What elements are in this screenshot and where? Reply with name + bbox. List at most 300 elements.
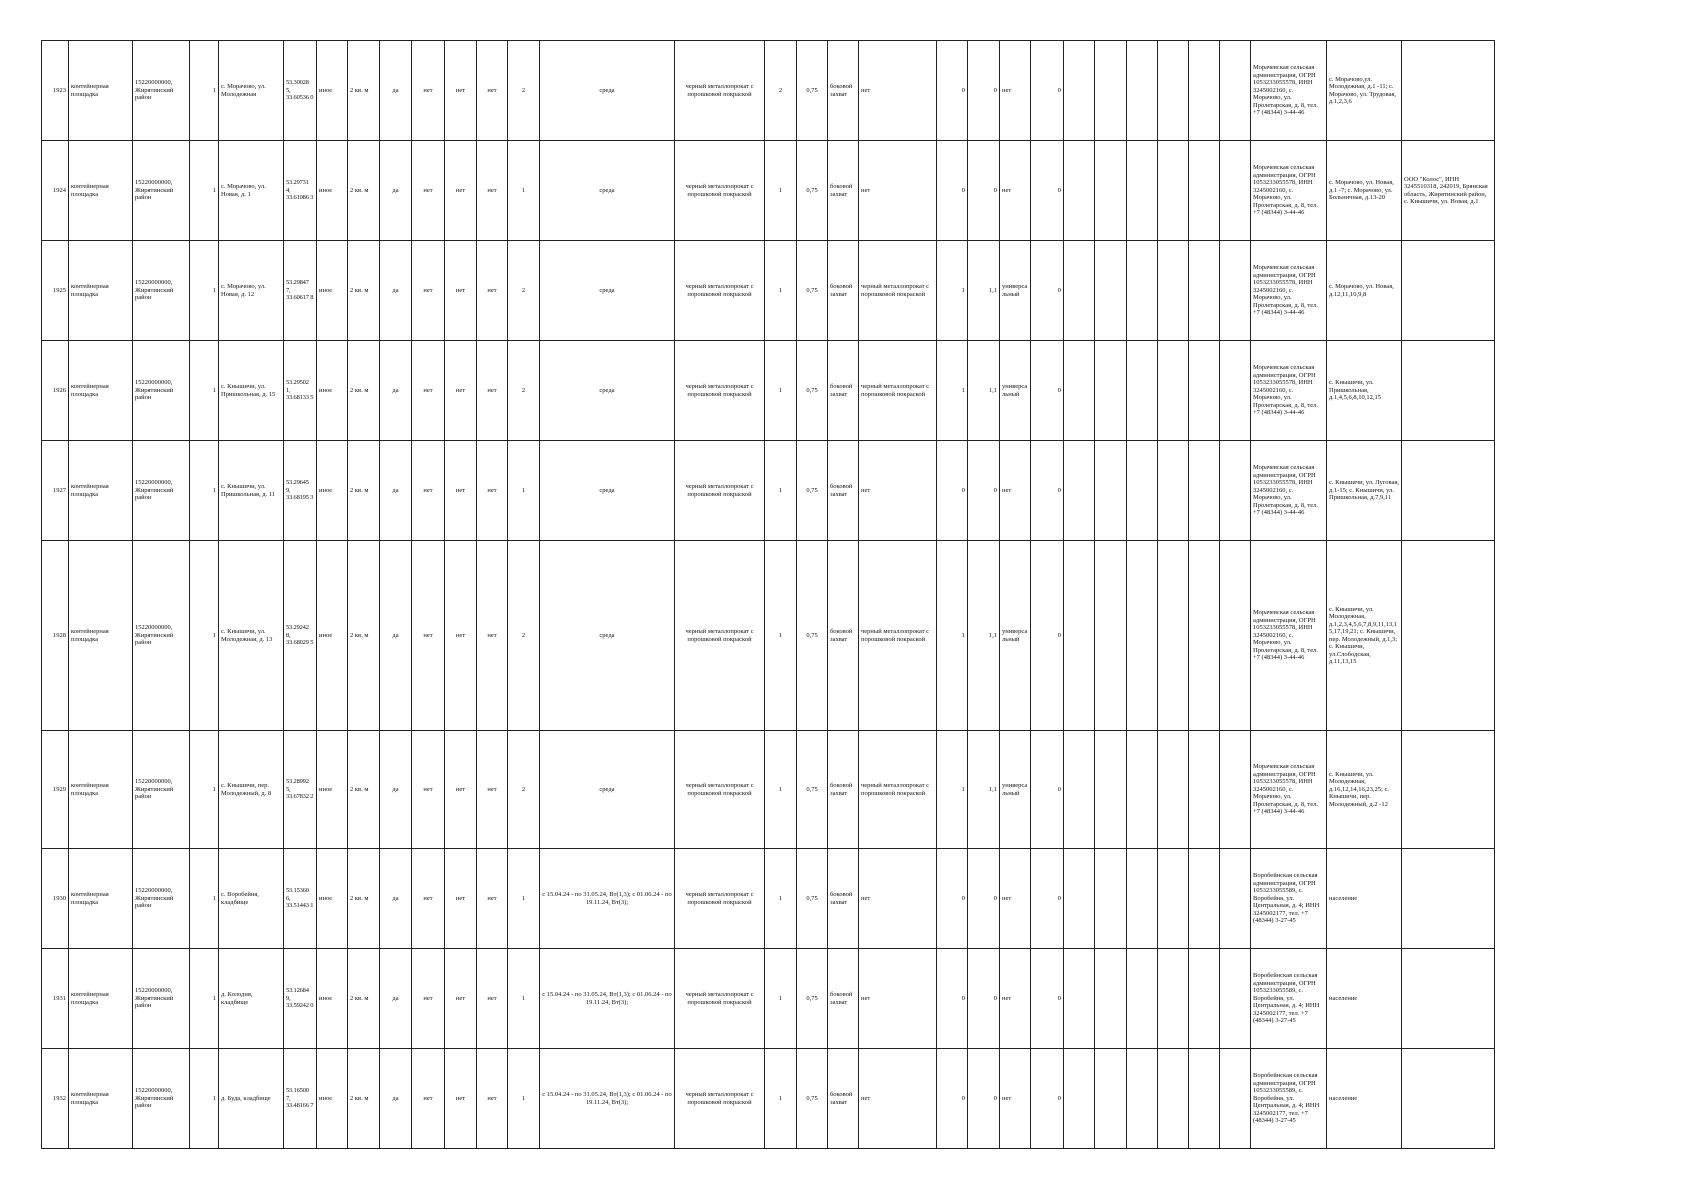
- quantity-cell: 1: [190, 241, 219, 341]
- bunker-material-cell: нет: [859, 949, 937, 1049]
- oktmo-cell: 15220000000, Жирятинский район: [133, 849, 190, 949]
- bunker-type-cell: нет: [1000, 441, 1031, 541]
- organization-cell: [1402, 441, 1495, 541]
- empty-cell: [1127, 949, 1158, 1049]
- owner-cell: Воробейнская сельская администрация, ОГРН 1053233055589, с. Воробейня, ул. Центральная, д. 4; ИНН 3245002177, тел. +7 (48344) 3-27-45: [1251, 949, 1327, 1049]
- attr-cell: нет: [412, 41, 445, 141]
- empty-cell: [1189, 1049, 1220, 1149]
- owner-cell: Морачевская сельская администрация, ОГРН 1053233055578, ИНН 3245002160, с. Морачово, ул. Пролетарская, д. 8, тел. +7 (48344) 3-44-46: [1251, 541, 1327, 731]
- table-row: [42, 341, 1495, 441]
- site-type-cell: контейнерная площадка: [69, 849, 133, 949]
- row-number-cell: 1923: [42, 41, 69, 141]
- coordinates-cell: 53.12684 9, 33.59242 0: [284, 949, 317, 1049]
- empty-cell: [1127, 341, 1158, 441]
- empty-cell: [1095, 341, 1127, 441]
- fence-cell: да: [380, 241, 412, 341]
- site-type-cell: контейнерная площадка: [69, 141, 133, 241]
- fence-cell: да: [380, 441, 412, 541]
- coordinates-cell: 53.29731 4, 33.61086 3: [284, 141, 317, 241]
- area-cell: 2 кв. м: [348, 441, 380, 541]
- empty-cell: [1095, 441, 1127, 541]
- bunker-count-cell: 0: [937, 141, 968, 241]
- surface-cell: иное: [317, 141, 348, 241]
- empty-cell: [1220, 141, 1251, 241]
- address-cell: с. Кнышичи, ул. Пришкольная, д. 11: [219, 441, 284, 541]
- container-volume-cell: 0,75: [797, 441, 828, 541]
- bunker-count-cell: 0: [937, 441, 968, 541]
- bunker-material-cell: нет: [859, 849, 937, 949]
- bunker-type-cell: универсальный: [1000, 241, 1031, 341]
- empty-cell: [1220, 41, 1251, 141]
- empty-cell: [1189, 541, 1220, 731]
- empty-cell: [1158, 541, 1189, 731]
- table-row: [42, 141, 1495, 241]
- site-type-cell: контейнерная площадка: [69, 731, 133, 849]
- container-qty-cell: 1: [765, 849, 797, 949]
- waste-sources-cell: с. Кнышичи, ул. Молодежная, д.1,2,3,4,5,6,7,8,9,11,13,15,17,19,21; с. Кнышичи, пер. Молодежный, д.1,3; с. Кнышичи, ул.Слободская, д.11,13,15: [1327, 541, 1402, 731]
- bunker-type-cell: универсальный: [1000, 341, 1031, 441]
- attr-cell: нет: [412, 341, 445, 441]
- empty-cell: [1064, 731, 1095, 849]
- bunker-count-cell: 0: [937, 41, 968, 141]
- container-qty-cell: 1: [765, 441, 797, 541]
- schedule-cell: с 15.04.24 - по 31.05.24, Вт(1,3); с 01.06.24 - по 19.11.24, Вт(3);: [540, 1049, 675, 1149]
- owner-cell: Морачевская сельская администрация, ОГРН 1053233055578, ИНН 3245002160, с. Морачово, ул. Пролетарская, д. 8, тел. +7 (48344) 3-44-46: [1251, 241, 1327, 341]
- bunker-volume-cell: 0: [968, 1049, 1000, 1149]
- waste-sources-cell: с. Морачово,ул. Молодежная, д.1 -11; с. Морачово, ул. Трудовая, д.1,2,3,6: [1327, 41, 1402, 141]
- attr-cell: нет: [412, 731, 445, 849]
- container-volume-cell: 0,75: [797, 41, 828, 141]
- bunker-extra-cell: 0: [1031, 949, 1064, 1049]
- attr-cell: нет: [477, 41, 508, 141]
- organization-cell: [1402, 949, 1495, 1049]
- quantity-cell: 1: [190, 849, 219, 949]
- container-material-cell: черный металлопрокат с порошковой покраской: [675, 241, 765, 341]
- quantity-cell: 1: [190, 341, 219, 441]
- address-cell: с. Кнышичи, пер. Молодежный, д. 8: [219, 731, 284, 849]
- bunker-count-cell: 1: [937, 541, 968, 731]
- oktmo-cell: 15220000000, Жирятинский район: [133, 141, 190, 241]
- empty-cell: [1158, 241, 1189, 341]
- container-material-cell: черный металлопрокат с порошковой покраской: [675, 41, 765, 141]
- empty-cell: [1095, 141, 1127, 241]
- empty-cell: [1189, 949, 1220, 1049]
- attr-cell: нет: [445, 731, 477, 849]
- empty-cell: [1220, 241, 1251, 341]
- empty-cell: [1189, 849, 1220, 949]
- empty-cell: [1095, 731, 1127, 849]
- address-cell: с. Кнышичи, ул. Пришкольная, д. 15: [219, 341, 284, 441]
- table-row: [42, 241, 1495, 341]
- bunker-volume-cell: 1,1: [968, 341, 1000, 441]
- container-qty-cell: 1: [765, 241, 797, 341]
- waste-sources-cell: население: [1327, 1049, 1402, 1149]
- container-material-cell: черный металлопрокат с порошковой покраской: [675, 141, 765, 241]
- site-type-cell: контейнерная площадка: [69, 541, 133, 731]
- oktmo-cell: 15220000000, Жирятинский район: [133, 1049, 190, 1149]
- empty-cell: [1220, 441, 1251, 541]
- area-cell: 2 кв. м: [348, 341, 380, 441]
- organization-cell: [1402, 341, 1495, 441]
- owner-cell: Морачевская сельская администрация, ОГРН 1053233055578, ИНН 3245002160, с. Морачово, ул. Пролетарская, д. 8, тел. +7 (48344) 3-44-46: [1251, 41, 1327, 141]
- bunker-volume-cell: 1,1: [968, 241, 1000, 341]
- oktmo-cell: 15220000000, Жирятинский район: [133, 441, 190, 541]
- loading-type-cell: боковой захват: [828, 1049, 859, 1149]
- attr-cell: нет: [477, 241, 508, 341]
- loading-type-cell: боковой захват: [828, 949, 859, 1049]
- site-type-cell: контейнерная площадка: [69, 949, 133, 1049]
- bunker-extra-cell: 0: [1031, 441, 1064, 541]
- container-count-cell: 2: [508, 541, 540, 731]
- attr-cell: нет: [477, 949, 508, 1049]
- site-type-cell: контейнерная площадка: [69, 1049, 133, 1149]
- loading-type-cell: боковой захват: [828, 341, 859, 441]
- bunker-count-cell: 1: [937, 241, 968, 341]
- container-count-cell: 1: [508, 141, 540, 241]
- empty-cell: [1127, 541, 1158, 731]
- empty-cell: [1220, 541, 1251, 731]
- quantity-cell: 1: [190, 1049, 219, 1149]
- empty-cell: [1158, 949, 1189, 1049]
- empty-cell: [1189, 341, 1220, 441]
- attr-cell: нет: [477, 849, 508, 949]
- empty-cell: [1127, 441, 1158, 541]
- oktmo-cell: 15220000000, Жирятинский район: [133, 341, 190, 441]
- attr-cell: нет: [412, 541, 445, 731]
- surface-cell: иное: [317, 341, 348, 441]
- surface-cell: иное: [317, 41, 348, 141]
- table-row: [42, 1049, 1495, 1149]
- coordinates-cell: 53.15360 6, 33.51443 1: [284, 849, 317, 949]
- container-qty-cell: 1: [765, 341, 797, 441]
- bunker-count-cell: 1: [937, 731, 968, 849]
- fence-cell: да: [380, 141, 412, 241]
- attr-cell: нет: [412, 1049, 445, 1149]
- loading-type-cell: боковой захват: [828, 731, 859, 849]
- container-count-cell: 2: [508, 731, 540, 849]
- attr-cell: нет: [445, 341, 477, 441]
- organization-cell: [1402, 849, 1495, 949]
- bunker-material-cell: черный металлопрокат с порошковой покраской: [859, 241, 937, 341]
- bunker-extra-cell: 0: [1031, 541, 1064, 731]
- area-cell: 2 кв. м: [348, 241, 380, 341]
- bunker-volume-cell: 0: [968, 41, 1000, 141]
- surface-cell: иное: [317, 849, 348, 949]
- schedule-cell: с 15.04.24 - по 31.05.24, Вт(1,3); с 01.06.24 - по 19.11.24, Вт(3);: [540, 849, 675, 949]
- container-qty-cell: 1: [765, 141, 797, 241]
- bunker-volume-cell: 0: [968, 949, 1000, 1049]
- fence-cell: да: [380, 949, 412, 1049]
- owner-cell: Воробейнская сельская администрация, ОГРН 1053233055589, с. Воробейня, ул. Центральная, д. 4; ИНН 3245002177, тел. +7 (48344) 3-27-45: [1251, 1049, 1327, 1149]
- container-volume-cell: 0,75: [797, 949, 828, 1049]
- empty-cell: [1158, 341, 1189, 441]
- empty-cell: [1095, 1049, 1127, 1149]
- quantity-cell: 1: [190, 141, 219, 241]
- bunker-material-cell: нет: [859, 1049, 937, 1149]
- area-cell: 2 кв. м: [348, 141, 380, 241]
- area-cell: 2 кв. м: [348, 949, 380, 1049]
- empty-cell: [1064, 441, 1095, 541]
- attr-cell: нет: [412, 241, 445, 341]
- container-qty-cell: 1: [765, 731, 797, 849]
- address-cell: с. Морачово, ул. Молодежная: [219, 41, 284, 141]
- container-count-cell: 1: [508, 1049, 540, 1149]
- area-cell: 2 кв. м: [348, 1049, 380, 1149]
- waste-sources-cell: с. Кнышичи, ул. Молодежная, д.16,12,14,16,23,25; с. Кнышичи, пер. Молодежный, д.2 -12: [1327, 731, 1402, 849]
- container-material-cell: черный металлопрокат с порошковой покраской: [675, 1049, 765, 1149]
- schedule-cell: среда: [540, 141, 675, 241]
- organization-cell: [1402, 241, 1495, 341]
- schedule-cell: среда: [540, 241, 675, 341]
- attr-cell: нет: [477, 731, 508, 849]
- empty-cell: [1189, 441, 1220, 541]
- loading-type-cell: боковой захват: [828, 41, 859, 141]
- empty-cell: [1189, 141, 1220, 241]
- schedule-cell: с 15.04.24 - по 31.05.24, Вт(1,3); с 01.06.24 - по 19.11.24, Вт(3);: [540, 949, 675, 1049]
- address-cell: д. Буда, кладбище: [219, 1049, 284, 1149]
- attr-cell: нет: [477, 341, 508, 441]
- address-cell: д. Колодня, кладбище: [219, 949, 284, 1049]
- row-number-cell: 1929: [42, 731, 69, 849]
- waste-sources-cell: с. Кнышичи, ул. Луговая, д.1-15; с. Кнышичи, ул. Пришкольная, д.7,9,11: [1327, 441, 1402, 541]
- container-material-cell: черный металлопрокат с порошковой покраской: [675, 541, 765, 731]
- row-number-cell: 1931: [42, 949, 69, 1049]
- container-material-cell: черный металлопрокат с порошковой покраской: [675, 441, 765, 541]
- attr-cell: нет: [477, 541, 508, 731]
- empty-cell: [1158, 1049, 1189, 1149]
- container-volume-cell: 0,75: [797, 541, 828, 731]
- row-number-cell: 1927: [42, 441, 69, 541]
- bunker-extra-cell: 0: [1031, 731, 1064, 849]
- bunker-extra-cell: 0: [1031, 1049, 1064, 1149]
- empty-cell: [1064, 849, 1095, 949]
- empty-cell: [1158, 41, 1189, 141]
- bunker-type-cell: универсальный: [1000, 541, 1031, 731]
- bunker-type-cell: нет: [1000, 1049, 1031, 1149]
- empty-cell: [1064, 949, 1095, 1049]
- table-row: [42, 541, 1495, 731]
- bunker-material-cell: нет: [859, 441, 937, 541]
- attr-cell: нет: [412, 849, 445, 949]
- empty-cell: [1220, 949, 1251, 1049]
- bunker-type-cell: нет: [1000, 849, 1031, 949]
- address-cell: с. Кнышичи, ул. Молодежная, д. 13: [219, 541, 284, 731]
- empty-cell: [1127, 731, 1158, 849]
- surface-cell: иное: [317, 731, 348, 849]
- container-material-cell: черный металлопрокат с порошковой покраской: [675, 341, 765, 441]
- loading-type-cell: боковой захват: [828, 849, 859, 949]
- attr-cell: нет: [445, 849, 477, 949]
- bunker-type-cell: нет: [1000, 41, 1031, 141]
- organization-cell: [1402, 541, 1495, 731]
- row-number-cell: 1930: [42, 849, 69, 949]
- empty-cell: [1064, 541, 1095, 731]
- empty-cell: [1064, 341, 1095, 441]
- table-row: [42, 849, 1495, 949]
- container-count-cell: 1: [508, 441, 540, 541]
- empty-cell: [1095, 41, 1127, 141]
- empty-cell: [1127, 41, 1158, 141]
- loading-type-cell: боковой захват: [828, 141, 859, 241]
- oktmo-cell: 15220000000, Жирятинский район: [133, 241, 190, 341]
- waste-sources-cell: с. Морачово, ул. Новая, д.1 -7; с. Морачово, ул. Больничная, д.13-20: [1327, 141, 1402, 241]
- area-cell: 2 кв. м: [348, 41, 380, 141]
- coordinates-cell: 53.28992 5, 33.67832 2: [284, 731, 317, 849]
- container-volume-cell: 0,75: [797, 1049, 828, 1149]
- container-volume-cell: 0,75: [797, 241, 828, 341]
- bunker-type-cell: нет: [1000, 949, 1031, 1049]
- empty-cell: [1189, 731, 1220, 849]
- site-type-cell: контейнерная площадка: [69, 441, 133, 541]
- bunker-material-cell: нет: [859, 41, 937, 141]
- container-material-cell: черный металлопрокат с порошковой покраской: [675, 731, 765, 849]
- bunker-count-cell: 0: [937, 849, 968, 949]
- bunker-extra-cell: 0: [1031, 341, 1064, 441]
- empty-cell: [1220, 731, 1251, 849]
- container-qty-cell: 2: [765, 41, 797, 141]
- attr-cell: нет: [412, 141, 445, 241]
- container-volume-cell: 0,75: [797, 731, 828, 849]
- surface-cell: иное: [317, 541, 348, 731]
- oktmo-cell: 15220000000, Жирятинский район: [133, 41, 190, 141]
- bunker-type-cell: универсальный: [1000, 731, 1031, 849]
- container-material-cell: черный металлопрокат с порошковой покраской: [675, 949, 765, 1049]
- bunker-material-cell: черный металлопрокат с порошковой покраской: [859, 541, 937, 731]
- quantity-cell: 1: [190, 731, 219, 849]
- bunker-extra-cell: 0: [1031, 849, 1064, 949]
- empty-cell: [1064, 1049, 1095, 1149]
- schedule-cell: среда: [540, 731, 675, 849]
- row-number-cell: 1924: [42, 141, 69, 241]
- oktmo-cell: 15220000000, Жирятинский район: [133, 541, 190, 731]
- row-number-cell: 1926: [42, 341, 69, 441]
- owner-cell: Морачевская сельская администрация, ОГРН 1053233055578, ИНН 3245002160, с. Морачово, ул. Пролетарская, д. 8, тел. +7 (48344) 3-44-46: [1251, 441, 1327, 541]
- empty-cell: [1064, 141, 1095, 241]
- fence-cell: да: [380, 41, 412, 141]
- empty-cell: [1220, 849, 1251, 949]
- site-type-cell: контейнерная площадка: [69, 241, 133, 341]
- table-row: [42, 41, 1495, 141]
- waste-sources-cell: с. Кнышичи, ул. Пришкольная, д.1,4,5,6,8,10,12,15: [1327, 341, 1402, 441]
- empty-cell: [1064, 41, 1095, 141]
- empty-cell: [1095, 949, 1127, 1049]
- bunker-volume-cell: 0: [968, 849, 1000, 949]
- owner-cell: Воробейнская сельская администрация, ОГРН 1053233055589, с. Воробейня, ул. Центральная, д. 4; ИНН 3245002177, тел. +7 (48344) 3-27-45: [1251, 849, 1327, 949]
- bunker-extra-cell: 0: [1031, 141, 1064, 241]
- organization-cell: ООО "Колос", ИНН 3245510318, 242019, Брянская область, Жирятинский район, с. Кнышичи, ул. Новая, д.1: [1402, 141, 1495, 241]
- attr-cell: нет: [445, 41, 477, 141]
- organization-cell: [1402, 731, 1495, 849]
- schedule-cell: среда: [540, 41, 675, 141]
- quantity-cell: 1: [190, 541, 219, 731]
- coordinates-cell: 53.29645 9, 33.68195 3: [284, 441, 317, 541]
- oktmo-cell: 15220000000, Жирятинский район: [133, 731, 190, 849]
- area-cell: 2 кв. м: [348, 541, 380, 731]
- attr-cell: нет: [477, 441, 508, 541]
- row-number-cell: 1932: [42, 1049, 69, 1149]
- container-count-cell: 1: [508, 949, 540, 1049]
- schedule-cell: среда: [540, 441, 675, 541]
- bunker-volume-cell: 1,1: [968, 731, 1000, 849]
- container-count-cell: 2: [508, 341, 540, 441]
- quantity-cell: 1: [190, 949, 219, 1049]
- empty-cell: [1158, 141, 1189, 241]
- attr-cell: нет: [445, 441, 477, 541]
- empty-cell: [1158, 731, 1189, 849]
- site-type-cell: контейнерная площадка: [69, 341, 133, 441]
- organization-cell: [1402, 41, 1495, 141]
- address-cell: с. Воробейня, кладбище: [219, 849, 284, 949]
- bunker-volume-cell: 0: [968, 141, 1000, 241]
- container-count-cell: 2: [508, 241, 540, 341]
- attr-cell: нет: [412, 441, 445, 541]
- bunker-volume-cell: 1,1: [968, 541, 1000, 731]
- bunker-extra-cell: 0: [1031, 41, 1064, 141]
- fence-cell: да: [380, 341, 412, 441]
- surface-cell: иное: [317, 1049, 348, 1149]
- container-volume-cell: 0,75: [797, 849, 828, 949]
- waste-sources-cell: население: [1327, 849, 1402, 949]
- empty-cell: [1095, 541, 1127, 731]
- bunker-material-cell: нет: [859, 141, 937, 241]
- empty-cell: [1220, 1049, 1251, 1149]
- coordinates-cell: 53.16500 7, 33.48166 7: [284, 1049, 317, 1149]
- attr-cell: нет: [445, 949, 477, 1049]
- table-row: [42, 731, 1495, 849]
- coordinates-cell: 53.29847 7, 33.60617 8: [284, 241, 317, 341]
- address-cell: с. Морачово, ул. Новая, д. 12: [219, 241, 284, 341]
- bunker-material-cell: черный металлопрокат с порошковой покраской: [859, 731, 937, 849]
- waste-sources-cell: с. Морачово, ул. Новая, д.12,11,10,9,8: [1327, 241, 1402, 341]
- attr-cell: нет: [412, 949, 445, 1049]
- bunker-count-cell: 0: [937, 949, 968, 1049]
- container-count-cell: 1: [508, 849, 540, 949]
- container-qty-cell: 1: [765, 949, 797, 1049]
- bunker-count-cell: 1: [937, 341, 968, 441]
- empty-cell: [1189, 41, 1220, 141]
- owner-cell: Морачевская сельская администрация, ОГРН 1053233055578, ИНН 3245002160, с. Морачово, ул. Пролетарская, д. 8, тел. +7 (48344) 3-44-46: [1251, 731, 1327, 849]
- area-cell: 2 кв. м: [348, 731, 380, 849]
- fence-cell: да: [380, 541, 412, 731]
- container-volume-cell: 0,75: [797, 141, 828, 241]
- empty-cell: [1127, 849, 1158, 949]
- empty-cell: [1220, 341, 1251, 441]
- schedule-cell: среда: [540, 541, 675, 731]
- area-cell: 2 кв. м: [348, 849, 380, 949]
- table-row: [42, 441, 1495, 541]
- surface-cell: иное: [317, 949, 348, 1049]
- container-volume-cell: 0,75: [797, 341, 828, 441]
- row-number-cell: 1925: [42, 241, 69, 341]
- owner-cell: Морачевская сельская администрация, ОГРН 1053233055578, ИНН 3245002160, с. Морачово, ул. Пролетарская, д. 8, тел. +7 (48344) 3-44-46: [1251, 141, 1327, 241]
- coordinates-cell: 53.30028 5, 33.60536 0: [284, 41, 317, 141]
- waste-sites-table: [41, 40, 1495, 1149]
- surface-cell: иное: [317, 241, 348, 341]
- waste-sources-cell: население: [1327, 949, 1402, 1049]
- bunker-extra-cell: 0: [1031, 241, 1064, 341]
- owner-cell: Морачевская сельская администрация, ОГРН 1053233055578, ИНН 3245002160, с. Морачово, ул. Пролетарская, д. 8, тел. +7 (48344) 3-44-46: [1251, 341, 1327, 441]
- empty-cell: [1095, 241, 1127, 341]
- attr-cell: нет: [445, 241, 477, 341]
- fence-cell: да: [380, 849, 412, 949]
- loading-type-cell: боковой захват: [828, 441, 859, 541]
- loading-type-cell: боковой захват: [828, 541, 859, 731]
- attr-cell: нет: [445, 141, 477, 241]
- attr-cell: нет: [477, 141, 508, 241]
- surface-cell: иное: [317, 441, 348, 541]
- attr-cell: нет: [445, 1049, 477, 1149]
- container-qty-cell: 1: [765, 1049, 797, 1149]
